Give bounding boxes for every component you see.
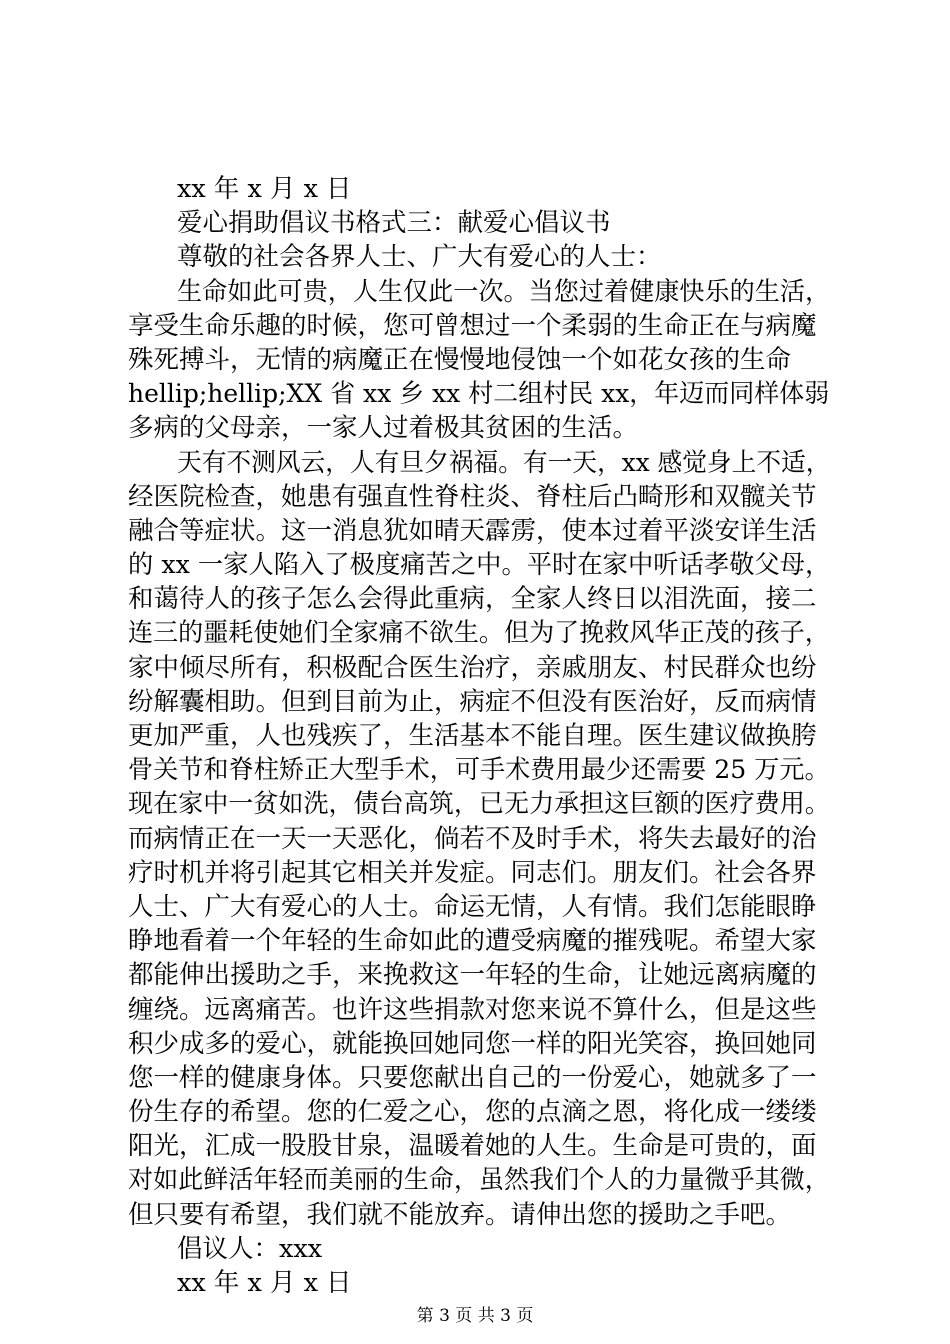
paragraph-line: 连三的噩耗使她们全家痛不欲生。但为了挽救风华正茂的孩子， [128, 618, 830, 648]
paragraph-line: 骨关节和脊柱矫正大型手术，可手术费用最少还需要 25 万元。 [128, 755, 830, 785]
signer: 倡议人：xxx [177, 1234, 323, 1264]
paragraph-line: 享受生命乐趣的时候，您可曾想过一个柔弱的生命正在与病魔 [128, 311, 817, 341]
paragraph-line: 纷解囊相助。但到目前为止，病症不但没有医治好，反而病情 [128, 687, 817, 717]
paragraph-line: 殊死搏斗，无情的病魔正在慢慢地侵蚀一个如花女孩的生命 [128, 345, 792, 375]
paragraph-line: 但只要有希望，我们就不能放弃。请伸出您的援助之手吧。 [128, 1200, 792, 1230]
paragraph-line: 您一样的健康身体。只要您献出自己的一份爱心，她就多了一 [128, 1063, 817, 1093]
paragraph-line: 都能伸出援助之手，来挽救这一年轻的生命，让她远离病魔的 [128, 960, 817, 990]
paragraph-line: 疗时机并将引起其它相关并发症。同志们。朋友们。社会各界 [128, 858, 817, 888]
paragraph-line: 天有不测风云，人有旦夕祸福。有一天，xx 感觉身上不适， [177, 448, 831, 478]
paragraph-line: 的 xx 一家人陷入了极度痛苦之中。平时在家中听话孝敬父母， [128, 550, 831, 580]
paragraph-line: 家中倾尽所有，积极配合医生治疗，亲戚朋友、村民群众也纷 [128, 653, 817, 683]
paragraph-line: 融合等症状。这一消息犹如晴天霹雳，使本过着平淡安详生活 [128, 516, 817, 546]
date-top: xx 年 x 月 x 日 [177, 174, 352, 204]
paragraph-line: 现在家中一贫如洗，债台高筑，已无力承担这巨额的医疗费用。 [128, 789, 830, 819]
paragraph-line: hellip;hellip;XX 省 xx 乡 xx 村二组村民 xx，年迈而同样体弱 [128, 379, 830, 409]
salutation: 尊敬的社会各界人士、广大有爱心的人士： [177, 242, 662, 272]
paragraph-line: 多病的父母亲，一家人过着极其贫困的生活。 [128, 413, 639, 443]
paragraph-line: 阳光，汇成一股股甘泉，温暖着她的人生。生命是可贵的，面 [128, 1131, 817, 1161]
paragraph-line: 缠绕。远离痛苦。也许这些捐款对您来说不算什么，但是这些 [128, 995, 817, 1025]
paragraph-line: 睁地看着一个年轻的生命如此的遭受病魔的摧残呢。希望大家 [128, 926, 817, 956]
paragraph-line: 经医院检查，她患有强直性脊柱炎、脊柱后凸畸形和双髋关节 [128, 482, 817, 512]
paragraph-line: 积少成多的爱心，就能换回她同您一样的阳光笑容，换回她同 [128, 1029, 817, 1059]
paragraph-line: 对如此鲜活年轻而美丽的生命，虽然我们个人的力量微乎其微， [128, 1165, 830, 1195]
page-number-footer: 第 3 页 共 3 页 [416, 1306, 534, 1326]
paragraph-line: 生命如此可贵，人生仅此一次。当您过着健康快乐的生活， [177, 277, 831, 307]
paragraph-line: 而病情正在一天一天恶化，倘若不及时手术，将失去最好的治 [128, 824, 817, 854]
date-bottom: xx 年 x 月 x 日 [177, 1268, 352, 1298]
paragraph-line: 人士、广大有爱心的人士。命运无情，人有情。我们怎能眼睁 [128, 892, 817, 922]
paragraph-line: 和蔼待人的孩子怎么会得此重病，全家人终日以泪洗面，接二 [128, 584, 817, 614]
paragraph-line: 更加严重，人也残疾了，生活基本不能自理。医生建议做换胯 [128, 721, 817, 751]
paragraph-line: 份生存的希望。您的仁爱之心，您的点滴之恩，将化成一缕缕 [128, 1097, 817, 1127]
document-heading: 爱心捐助倡议书格式三：献爱心倡议书 [177, 208, 611, 238]
